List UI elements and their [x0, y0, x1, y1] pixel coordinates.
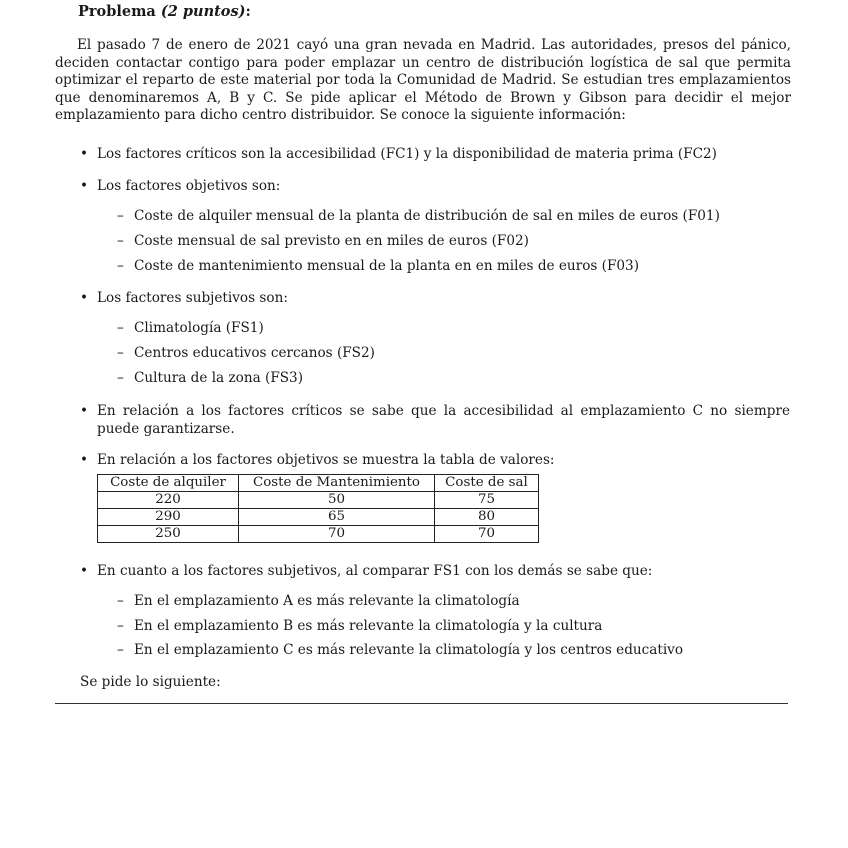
table-header-cell: Coste de Mantenimiento — [239, 475, 435, 492]
bullet-text: En cuanto a los factores subjetivos, al comparar FS1 con los demás se sabe que: — [97, 563, 653, 579]
relation-item-b — [117, 618, 602, 635]
bullet-text: Los factores subjetivos son: — [97, 290, 288, 306]
subjective-item-fs2 — [117, 345, 375, 362]
item-text: Centros educativos cercanos (FS2) — [134, 345, 375, 361]
dash-marker: – — [117, 258, 124, 274]
item-text: Climatología (FS1) — [134, 320, 264, 336]
bullet-critical-relation — [80, 403, 790, 438]
item-text: En el emplazamiento A es más relevante la climatología — [134, 593, 520, 609]
intro-paragraph: El pasado 7 de enero de 2021 cayó una gran nevada en Madrid. Las autoridades, presos del pánico, deciden contactar contigo para poder emplazar un centro de distribución logística de sal que permita optimizar el reparto de este material por toda la Comunidad de Madrid. Se estudian tres emplazamientos que denominaremos A, B y C. Se pide aplicar el Método de Brown y Gibson para decidir el mejor emplazamiento para dicho centro distribuidor. Se conoce la siguiente información: — [55, 37, 791, 123]
table-cell: 290 — [98, 509, 239, 526]
item-text: Coste mensual de sal previsto en en miles de euros (F02) — [134, 233, 529, 249]
bullet-marker: • — [80, 452, 89, 468]
relation-item-c — [117, 642, 683, 659]
table-cell: 70 — [239, 526, 435, 543]
subjective-item-fs3 — [117, 370, 303, 387]
table-header-cell: Coste de alquiler — [98, 475, 239, 492]
bullet-text: Los factores objetivos son: — [97, 178, 281, 194]
dash-marker: – — [117, 233, 124, 249]
table-cell: 65 — [239, 509, 435, 526]
horizontal-rule — [55, 703, 788, 704]
bullet-text: En relación a los factores críticos se sabe que la accesibilidad al emplazamiento C no siempre puede garantizarse. — [97, 403, 790, 437]
closing-text: Se pide lo siguiente: — [80, 674, 221, 690]
dash-marker: – — [117, 370, 124, 386]
problem-title-colon: : — [245, 3, 251, 20]
table-cell: 80 — [435, 509, 539, 526]
subjective-item-fs1 — [117, 320, 264, 337]
bullet-text: Los factores críticos son la accesibilidad (FC1) y la disponibilidad de materia prima (FC2) — [97, 146, 717, 162]
item-text: En el emplazamiento C es más relevante la climatología y los centros educativo — [134, 642, 684, 658]
objective-item-f02 — [117, 233, 529, 250]
table-row — [98, 526, 539, 543]
table-header-cell: Coste de sal — [435, 475, 539, 492]
relation-item-a — [117, 593, 520, 610]
table-row — [98, 509, 539, 526]
table-row — [98, 492, 539, 509]
objective-values-table — [97, 474, 539, 543]
objective-item-f03 — [117, 258, 639, 275]
item-text: Coste de alquiler mensual de la planta de distribución de sal en miles de euros (F01) — [134, 208, 720, 224]
dash-marker: – — [117, 593, 124, 609]
bullet-text: En relación a los factores objetivos se muestra la tabla de valores: — [97, 452, 555, 468]
bullet-subjective-relation — [80, 563, 780, 581]
bullet-marker: • — [80, 178, 89, 194]
table-cell: 220 — [98, 492, 239, 509]
dash-marker: – — [117, 345, 124, 361]
table-cell: 70 — [435, 526, 539, 543]
item-text: Cultura de la zona (FS3) — [134, 370, 304, 386]
table-cell: 250 — [98, 526, 239, 543]
item-text: En el emplazamiento B es más relevante la climatología y la cultura — [134, 618, 603, 634]
problem-title — [78, 3, 251, 20]
item-text: Coste de mantenimiento mensual de la planta en en miles de euros (F03) — [134, 258, 640, 274]
bullet-marker: • — [80, 290, 89, 306]
dash-marker: – — [117, 320, 124, 336]
dash-marker: – — [117, 618, 124, 634]
problem-points: (2 puntos) — [160, 3, 246, 20]
bullet-subjective-factors — [80, 290, 780, 308]
table-cell: 50 — [239, 492, 435, 509]
bullet-objective-relation — [80, 452, 780, 470]
objective-item-f01 — [117, 208, 720, 225]
problem-title-label: Problema — [78, 3, 156, 20]
bullet-objective-factors — [80, 178, 780, 196]
bullet-marker: • — [80, 146, 89, 162]
table-cell: 75 — [435, 492, 539, 509]
dash-marker: – — [117, 208, 124, 224]
dash-marker: – — [117, 642, 124, 658]
bullet-marker: • — [80, 403, 89, 419]
bullet-marker: • — [80, 563, 89, 579]
table-header-row — [98, 475, 539, 492]
bullet-critical-factors — [80, 146, 780, 164]
